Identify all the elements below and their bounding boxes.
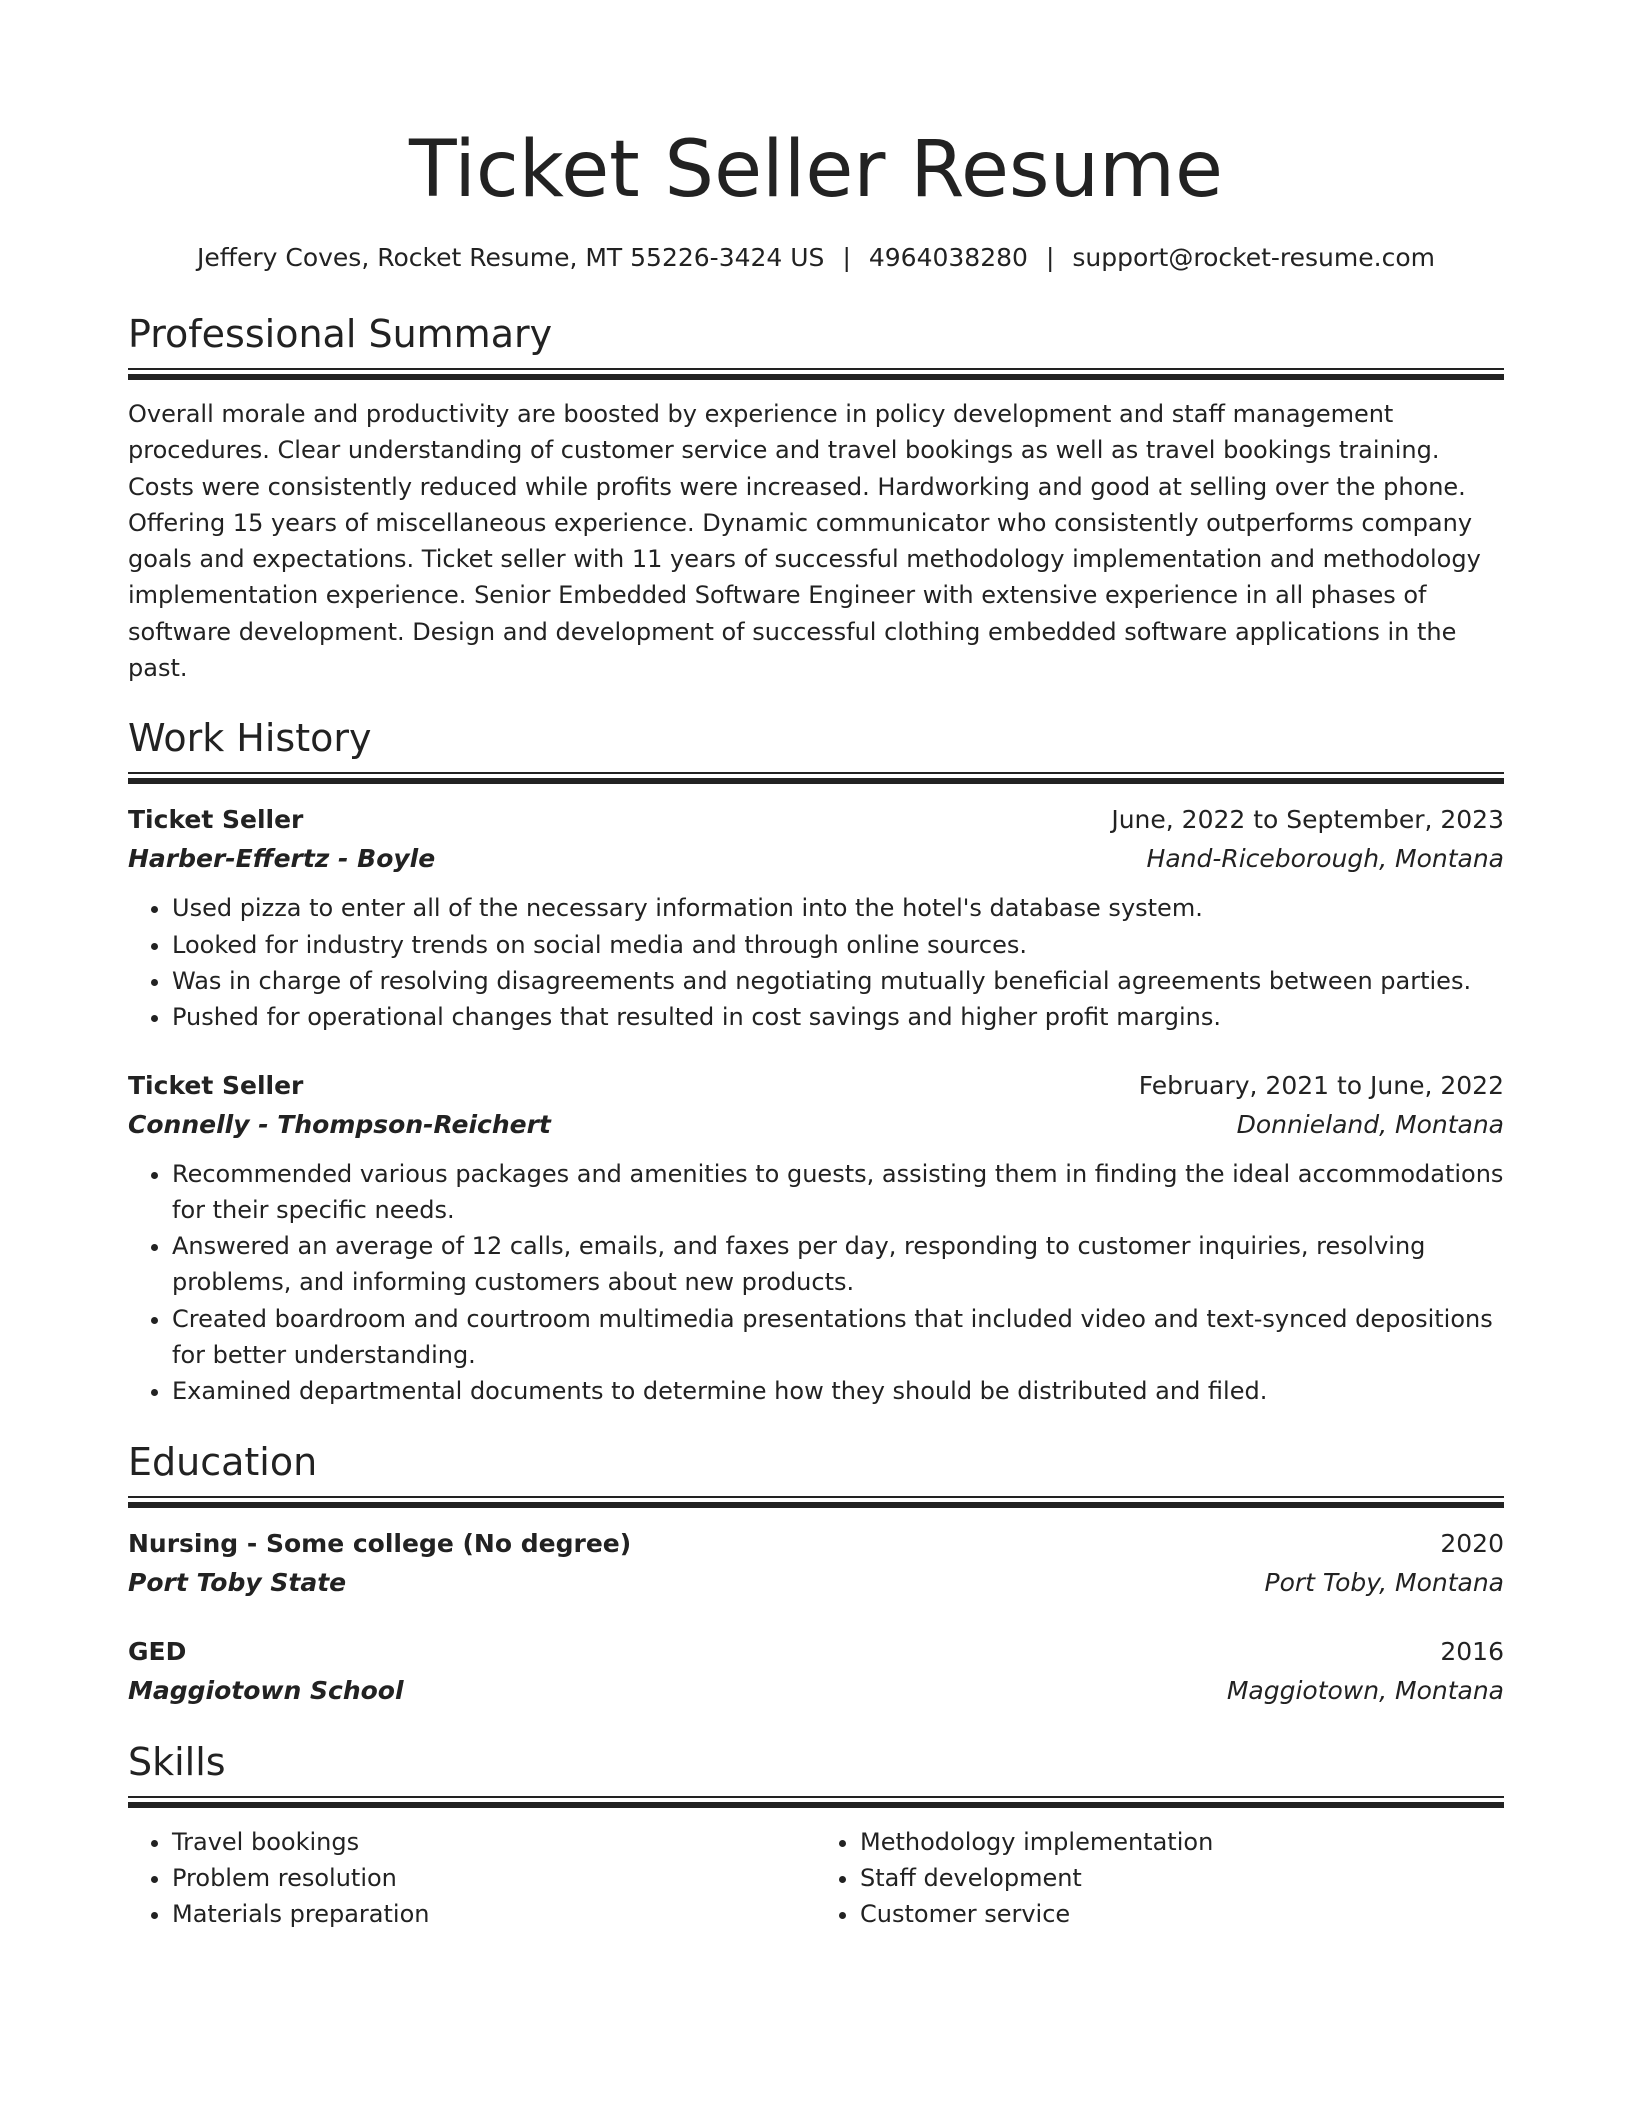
job-company-row [128,1105,1504,1144]
education-entry [128,1524,1504,1602]
job-location: Hand-Riceborough, Montana [1146,844,1504,874]
section-heading-summary: Professional Summary [128,312,553,356]
section-divider [128,1496,1504,1508]
job-dates: June, 2022 to September, 2023 [1111,805,1504,835]
education-year: 2020 [1440,1528,1504,1558]
education-year: 2016 [1440,1636,1504,1666]
list-item: • Travel bookings [172,1824,816,1860]
skills-columns [128,1824,1504,1933]
education-degree: Nursing - Some college (No degree) [128,1528,632,1558]
summary-section [128,308,1504,686]
list-item: • Materials preparation [172,1896,816,1932]
job-entry [128,800,1504,1035]
contact-line [128,240,1504,276]
contact-phone: 4964038280 [868,243,1028,272]
job-dates: February, 2021 to June, 2022 [1138,1070,1504,1100]
job-title: Ticket Seller [128,805,304,835]
contact-separator: | [1045,243,1055,272]
summary-text: Overall morale and productivity are boosted by experience in policy development and staff management procedures. Clear understanding of customer service and travel bookings as well as travel bookings training. Costs were consistently reduced while profits were increased. Hardworking and good at selling over the phone. Offering 15 years of miscellaneous experience. Dynamic communicator who consistently outperforms company goals and expectations. Ticket seller with 11 years of successful methodology implementation and methodology implementation experience. Senior Embedded Software Engineer with extensive experience in all phases of software development. Design and development of successful clothing embedded software applications in the past. [128,400,1481,683]
list-item: • Staff development [860,1860,1504,1896]
education-location: Maggiotown, Montana [1226,1675,1504,1705]
job-header-row [128,800,1504,839]
list-item: • Looked for industry trends on social media and through online sources. [172,927,1504,963]
job-company-row [128,839,1504,878]
list-item: • Customer service [860,1896,1504,1932]
job-company: Harber-Effertz - Boyle [128,844,436,874]
education-degree: GED [128,1636,187,1666]
job-title: Ticket Seller [128,1070,304,1100]
list-item: • Examined departmental documents to determine how they should be distributed and filed. [172,1373,1504,1409]
list-item: • Recommended various packages and amenities to guests, assisting them in finding the ideal accommodations for their specific needs. [172,1156,1504,1229]
contact-email: support@rocket-resume.com [1072,243,1435,272]
education-section [128,1436,1504,1710]
list-item: • Problem resolution [172,1860,816,1896]
list-item: • Created boardroom and courtroom multimedia presentations that included video and text-synced depositions for better understanding. [172,1301,1504,1374]
list-item: • Pushed for operational changes that resulted in cost savings and higher profit margins. [172,999,1504,1035]
education-location: Port Toby, Montana [1264,1567,1504,1597]
page-title: Ticket Seller Resume [409,125,1223,215]
job-company: Connelly - Thompson-Reichert [128,1109,551,1139]
section-divider [128,368,1504,380]
section-heading-skills: Skills [128,1739,226,1784]
section-divider [128,1796,1504,1808]
list-item: • Answered an average of 12 calls, emails, and faxes per day, responding to customer inquiries, resolving problems, and informing customers about new products. [172,1228,1504,1301]
list-item: • Methodology implementation [860,1824,1504,1860]
contact-separator: | [842,243,851,272]
section-heading-work: Work History [128,716,372,761]
education-header-row [128,1524,1504,1563]
education-header-row [128,1632,1504,1671]
job-bullets [128,890,1504,1035]
job-entry [128,1066,1504,1410]
education-school-row [128,1671,1504,1710]
section-divider [128,772,1504,784]
skills-section [128,1736,1504,1933]
list-item: • Used pizza to enter all of the necessary information into the hotel's database system. [172,890,1504,926]
job-location: Donnieland, Montana [1236,1109,1504,1139]
list-item: • Was in charge of resolving disagreements and negotiating mutually beneficial agreements between parties. [172,963,1504,999]
education-school-row [128,1563,1504,1602]
contact-address: Jeffery Coves, Rocket Resume, MT 55226-3424 US [197,243,825,272]
job-header-row [128,1066,1504,1105]
education-school: Maggiotown School [128,1675,404,1705]
job-bullets [128,1156,1504,1410]
skills-list-right [816,1824,1504,1933]
work-history-section [128,712,1504,1409]
section-heading-education: Education [128,1439,318,1484]
skills-list-left [128,1824,816,1933]
education-entry [128,1632,1504,1710]
education-school: Port Toby State [128,1567,347,1597]
